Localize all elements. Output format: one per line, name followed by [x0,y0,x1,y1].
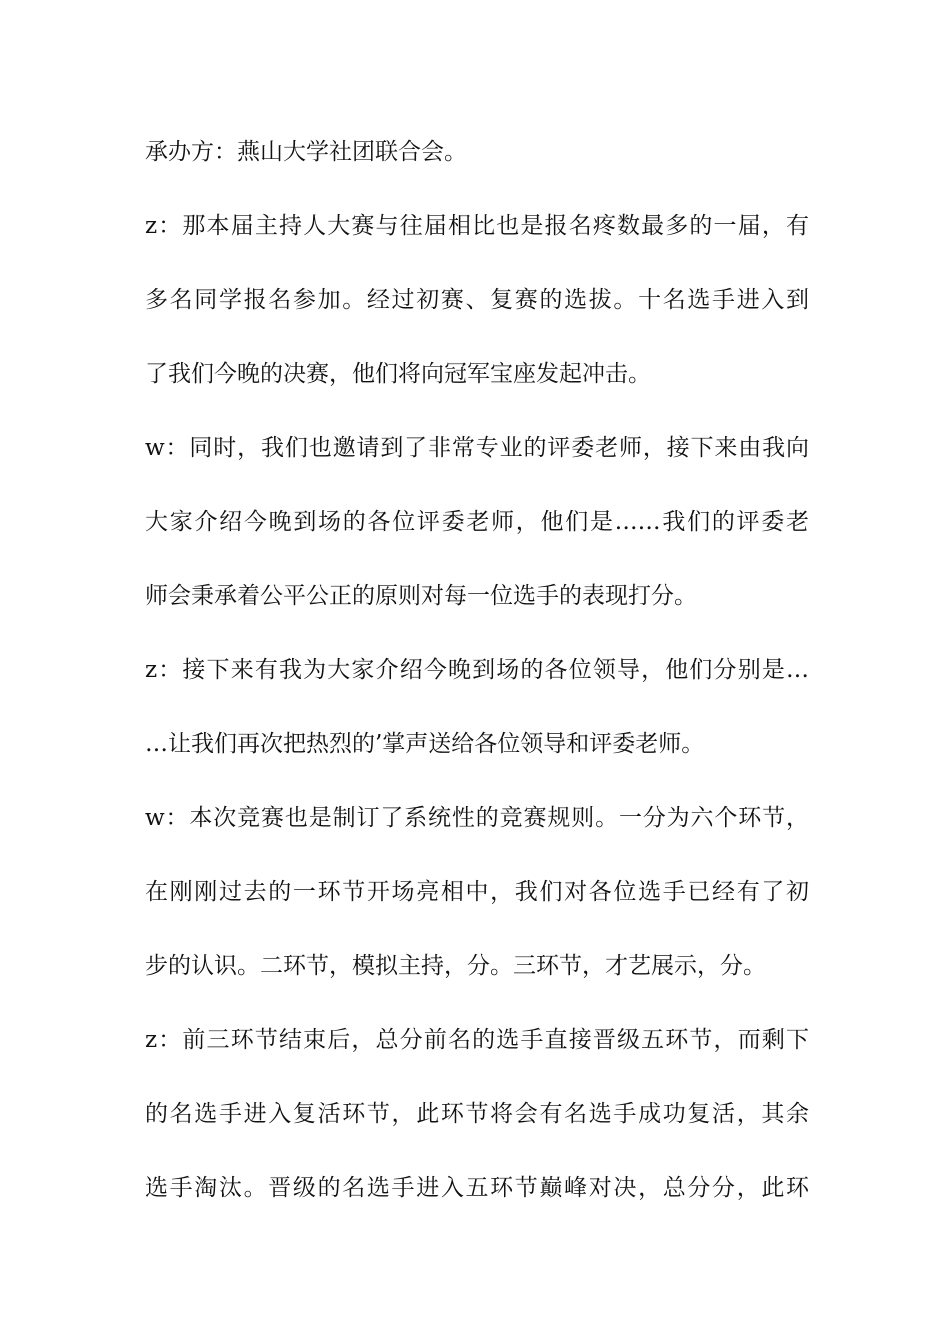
text-line: w：同时，我们也邀请到了非常专业的评委老师，接下来由我向 [145,435,809,461]
text-line: 步的认识。二环节，模拟主持，分。三环节，才艺展示，分。 [145,953,766,979]
text-line: 选手淘汰。晋级的名选手进入五环节巅峰对决，总分分，此环 [145,1175,809,1201]
text-line: z：前三环节结束后，总分前名的选手直接晋级五环节，而剩下 [145,1027,809,1053]
text-line: 大家介绍今晚到场的各位评委老师，他们是……我们的评委老 [145,509,809,535]
text-line: 师会秉承着公平公正的原则对每一位选手的表现打分。 [145,583,697,609]
text-line: z：那本届主持人大赛与往届相比也是报名疼数最多的一届，有 [145,213,809,239]
organizer-line: 承办方：燕山大学社团联合会。 [145,139,467,165]
text-line: w：本次竞赛也是制订了系统性的竞赛规则。一分为六个环节， [145,805,809,831]
document-body [145,128,809,1238]
text-line: 的名选手进入复活环节，此环节将会有名选手成功复活，其余 [145,1101,809,1127]
text-line: …让我们再次把热烈的’掌声送给各位领导和评委老师。 [145,731,705,757]
text-line: z：接下来有我为大家介绍今晚到场的各位领导，他们分别是… [145,657,809,683]
text-line: 在刚刚过去的一环节开场亮相中，我们对各位选手已经有了初 [145,879,809,905]
text-line: 多名同学报名参加。经过初赛、复赛的选拔。十名选手进入到 [145,287,809,313]
text-line: 了我们今晚的决赛，他们将向冠军宝座发起冲击。 [145,361,651,387]
